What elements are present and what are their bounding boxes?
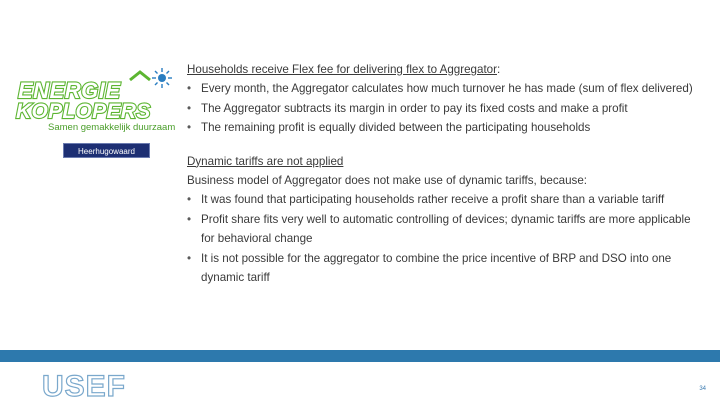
bullet-item: • It was found that participating households rather receive a profit share than a variable tariff bbox=[187, 190, 707, 209]
logo-tagline: Samen gemakkelijk duurzaam bbox=[48, 122, 176, 133]
usef-logo-text: USEF bbox=[42, 370, 127, 402]
logo-line1: ENERGIE bbox=[18, 78, 121, 103]
section-flex-fee-heading bbox=[187, 60, 707, 79]
dynamic-tariff-bullets bbox=[187, 190, 707, 287]
footer-band bbox=[0, 350, 720, 362]
usef-logo bbox=[40, 368, 130, 402]
section-dynamic-tariffs-heading bbox=[187, 152, 707, 171]
sun-icon bbox=[152, 68, 172, 88]
town-badge: Heerhugowaard bbox=[63, 143, 150, 158]
section-flex-fee bbox=[187, 60, 707, 138]
bullet-item: • Profit share fits very well to automatic controlling of devices; dynamic tariffs are more applicable for behavioral change bbox=[187, 210, 707, 249]
section-spacer bbox=[187, 138, 707, 152]
bullet-item: • The remaining profit is equally divided between the participating households bbox=[187, 118, 707, 137]
energie-koplopers-wordmark bbox=[12, 66, 180, 126]
section-heading: Households receive Flex fee for delivering flex to Aggregator bbox=[187, 63, 497, 76]
section-dynamic-tariffs bbox=[187, 152, 707, 288]
slide-content bbox=[187, 60, 707, 287]
page-number: 34 bbox=[699, 386, 706, 392]
bullet-item: • The Aggregator subtracts its margin in order to pay its fixed costs and make a profit bbox=[187, 99, 707, 118]
section-heading: Dynamic tariffs are not applied bbox=[187, 154, 344, 168]
bullet-item: • Every month, the Aggregator calculates how much turnover he has made (sum of flex delivered) bbox=[187, 79, 707, 98]
flex-fee-bullets bbox=[187, 79, 707, 137]
bullet-item: • It is not possible for the aggregator to combine the price incentive of BRP and DSO into one dynamic tariff bbox=[187, 249, 707, 288]
energie-koplopers-logo bbox=[12, 66, 180, 166]
section-intro: Business model of Aggregator does not make use of dynamic tariffs, because: bbox=[187, 174, 587, 188]
logo-line2: KOPLOPERS bbox=[16, 100, 151, 123]
heading-suffix: : bbox=[496, 63, 501, 76]
